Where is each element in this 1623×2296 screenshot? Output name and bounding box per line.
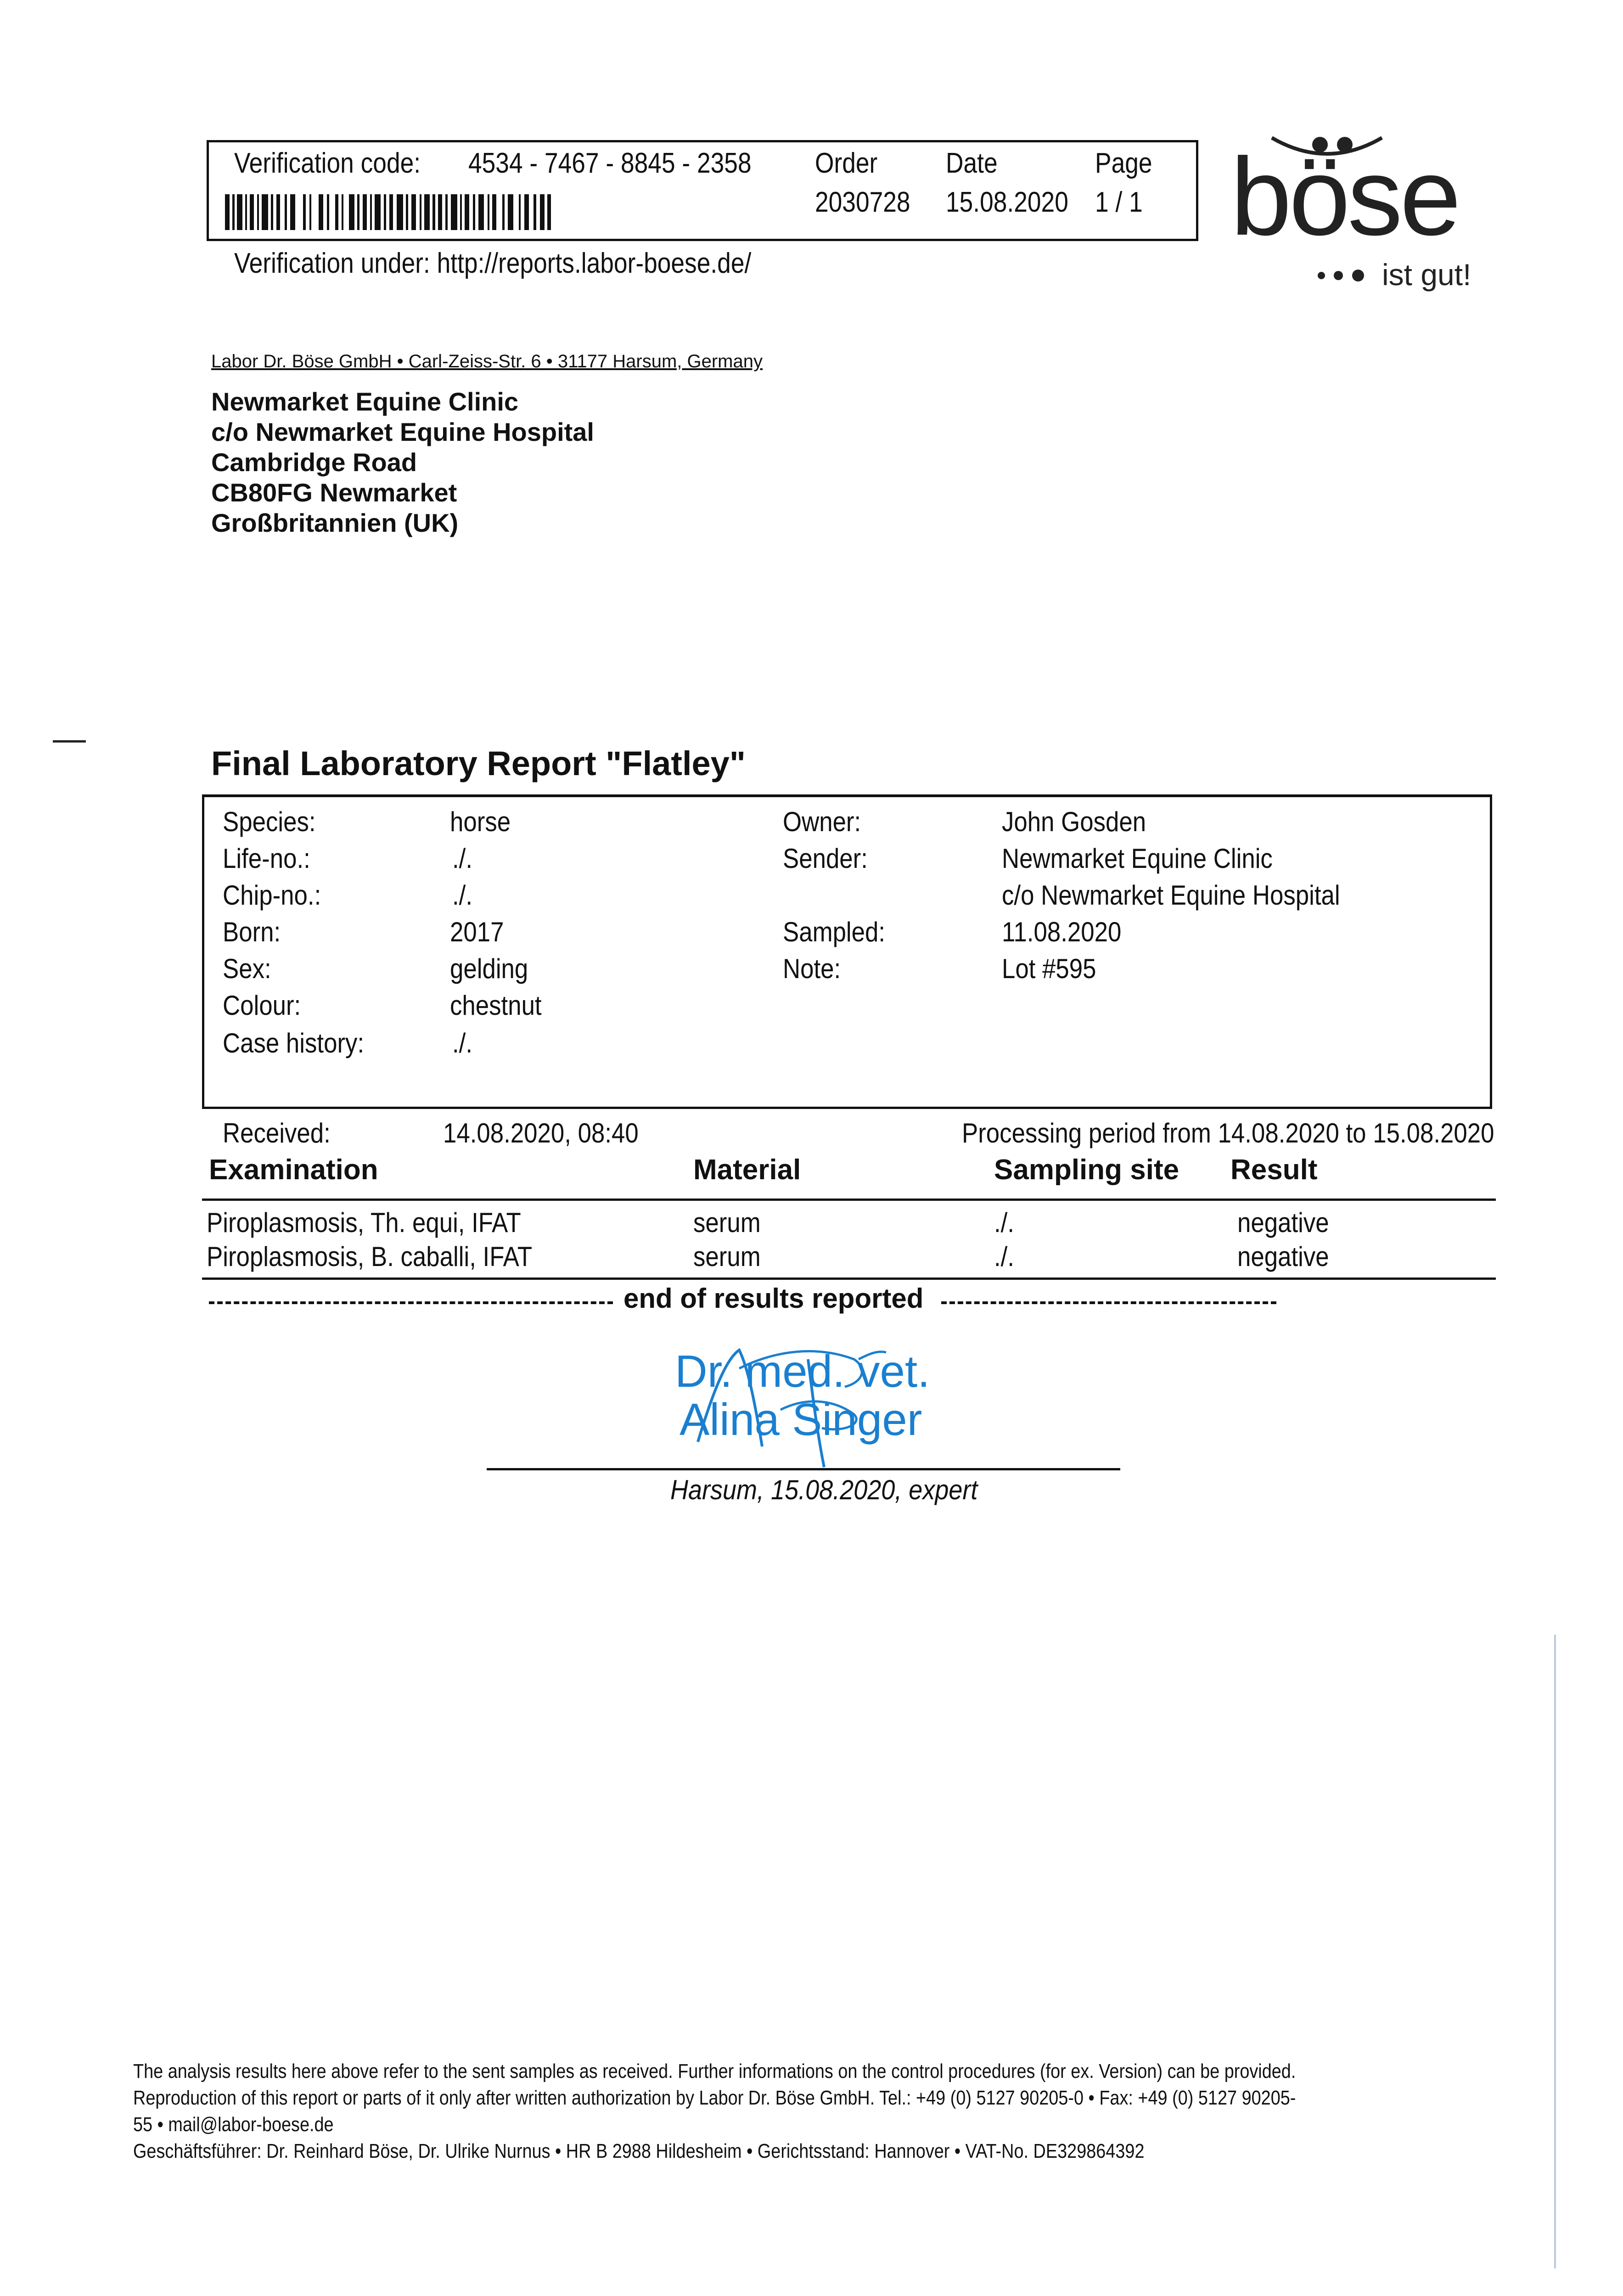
signature-line: [487, 1468, 1120, 1470]
animal-info-box: [202, 794, 1492, 1109]
species-label: Species:: [223, 806, 316, 837]
verification-url: Verification under: http://reports.labor-boese.de/: [234, 248, 752, 279]
chip-no-label: Chip-no.:: [223, 880, 321, 911]
life-no-label: Life-no.:: [223, 843, 310, 874]
logo-wordmark: böse: [1230, 135, 1459, 258]
verification-code-value: 4534 - 7467 - 8845 - 2358: [468, 147, 752, 179]
footer-line: Geschäftsführer: Dr. Reinhard Böse, Dr. Ulrike Nurnus • HR B 2988 Hildesheim • Gerichtsstand: Hannover • VAT-No. DE329864392: [133, 2140, 1145, 2162]
logo-slogan: ist gut!: [1382, 258, 1471, 292]
sampled-label: Sampled:: [783, 917, 886, 947]
slogan-dot: [1318, 272, 1325, 279]
verification-code-label: Verification code:: [234, 147, 421, 179]
dashed-rule-right: [941, 1301, 1276, 1304]
recipient-line: c/o Newmarket Equine Hospital: [211, 417, 594, 446]
slogan-dot: [1352, 270, 1364, 281]
fold-mark: [53, 740, 86, 743]
material-cell: serum: [693, 1207, 761, 1238]
received-value: 14.08.2020, 08:40: [443, 1118, 639, 1148]
page-value: 1 / 1: [1095, 186, 1143, 218]
order-label: Order: [815, 147, 878, 179]
born-value: 2017: [450, 917, 504, 947]
note-value: Lot #595: [1002, 953, 1096, 984]
case-history-value: ./.: [452, 1028, 473, 1058]
sender-value-2: c/o Newmarket Equine Hospital: [1002, 880, 1340, 911]
date-label: Date: [946, 147, 998, 179]
dashed-rule-left: [209, 1301, 613, 1304]
species-value: horse: [450, 806, 511, 837]
recipient-line: Newmarket Equine Clinic: [211, 387, 519, 416]
examination-cell: Piroplasmosis, Th. equi, IFAT: [207, 1207, 521, 1238]
date-value: 15.08.2020: [946, 186, 1068, 218]
column-header-examination: Examination: [209, 1154, 378, 1186]
barcode-icon: [225, 194, 551, 230]
order-value: 2030728: [815, 186, 910, 218]
life-no-value: ./.: [452, 843, 473, 874]
sampling-site-cell: ./.: [994, 1207, 1015, 1238]
sender-address-line: Labor Dr. Böse GmbH • Carl-Zeiss-Str. 6 • 31177 Harsum, Germany: [211, 351, 763, 371]
colour-value: chestnut: [450, 990, 542, 1021]
footer-line: 55 • mail@labor-boese.de: [133, 2113, 334, 2136]
examination-cell: Piroplasmosis, B. caballi, IFAT: [207, 1241, 533, 1272]
received-label: Received:: [223, 1118, 331, 1148]
processing-period: Processing period from 14.08.2020 to 15.08.2020: [962, 1118, 1494, 1148]
owner-label: Owner:: [783, 806, 861, 837]
handwritten-signature-icon: [670, 1341, 927, 1474]
sex-label: Sex:: [223, 953, 271, 984]
report-title: Final Laboratory Report "Flatley": [211, 744, 746, 782]
result-cell: negative: [1237, 1207, 1329, 1238]
sampled-value: 11.08.2020: [1002, 917, 1122, 947]
signature-caption: Harsum, 15.08.2020, expert: [670, 1474, 978, 1505]
scan-edge-line: [1554, 1635, 1556, 2268]
recipient-line: Cambridge Road: [211, 448, 417, 477]
page-label: Page: [1095, 147, 1152, 179]
material-cell: serum: [693, 1241, 761, 1272]
column-header-sampling-site: Sampling site: [994, 1154, 1179, 1186]
note-label: Note:: [783, 953, 841, 984]
signature-title: Dr. med. vet.: [675, 1346, 930, 1396]
slogan-dot: [1334, 271, 1343, 280]
result-cell: negative: [1237, 1241, 1329, 1272]
owner-value: John Gosden: [1002, 806, 1146, 837]
sampling-site-cell: ./.: [994, 1241, 1015, 1272]
end-of-results: end of results reported: [623, 1283, 924, 1314]
recipient-line: Großbritannien (UK): [211, 508, 459, 537]
recipient-line: CB80FG Newmarket: [211, 478, 457, 507]
sender-value-1: Newmarket Equine Clinic: [1002, 843, 1273, 874]
column-header-material: Material: [693, 1154, 801, 1186]
column-header-result: Result: [1230, 1154, 1318, 1186]
case-history-label: Case history:: [223, 1028, 365, 1058]
rows-divider: [202, 1277, 1496, 1280]
signature-name: Alina Singer: [680, 1394, 922, 1445]
sex-value: gelding: [450, 953, 528, 984]
born-label: Born:: [223, 917, 281, 947]
colour-label: Colour:: [223, 990, 301, 1021]
chip-no-value: ./.: [452, 880, 473, 911]
footer-line: The analysis results here above refer to the sent samples as received. Further informations on the control procedures (for ex. Version) can be provided.: [133, 2060, 1296, 2082]
footer-line: Reproduction of this report or parts of it only after written authorization by Labor Dr. Böse GmbH. Tel.: +49 (0) 5127 90205-0 • Fax: +49 (0) 5127 90205-: [133, 2087, 1296, 2109]
header-divider: [202, 1199, 1496, 1201]
sender-label: Sender:: [783, 843, 868, 874]
